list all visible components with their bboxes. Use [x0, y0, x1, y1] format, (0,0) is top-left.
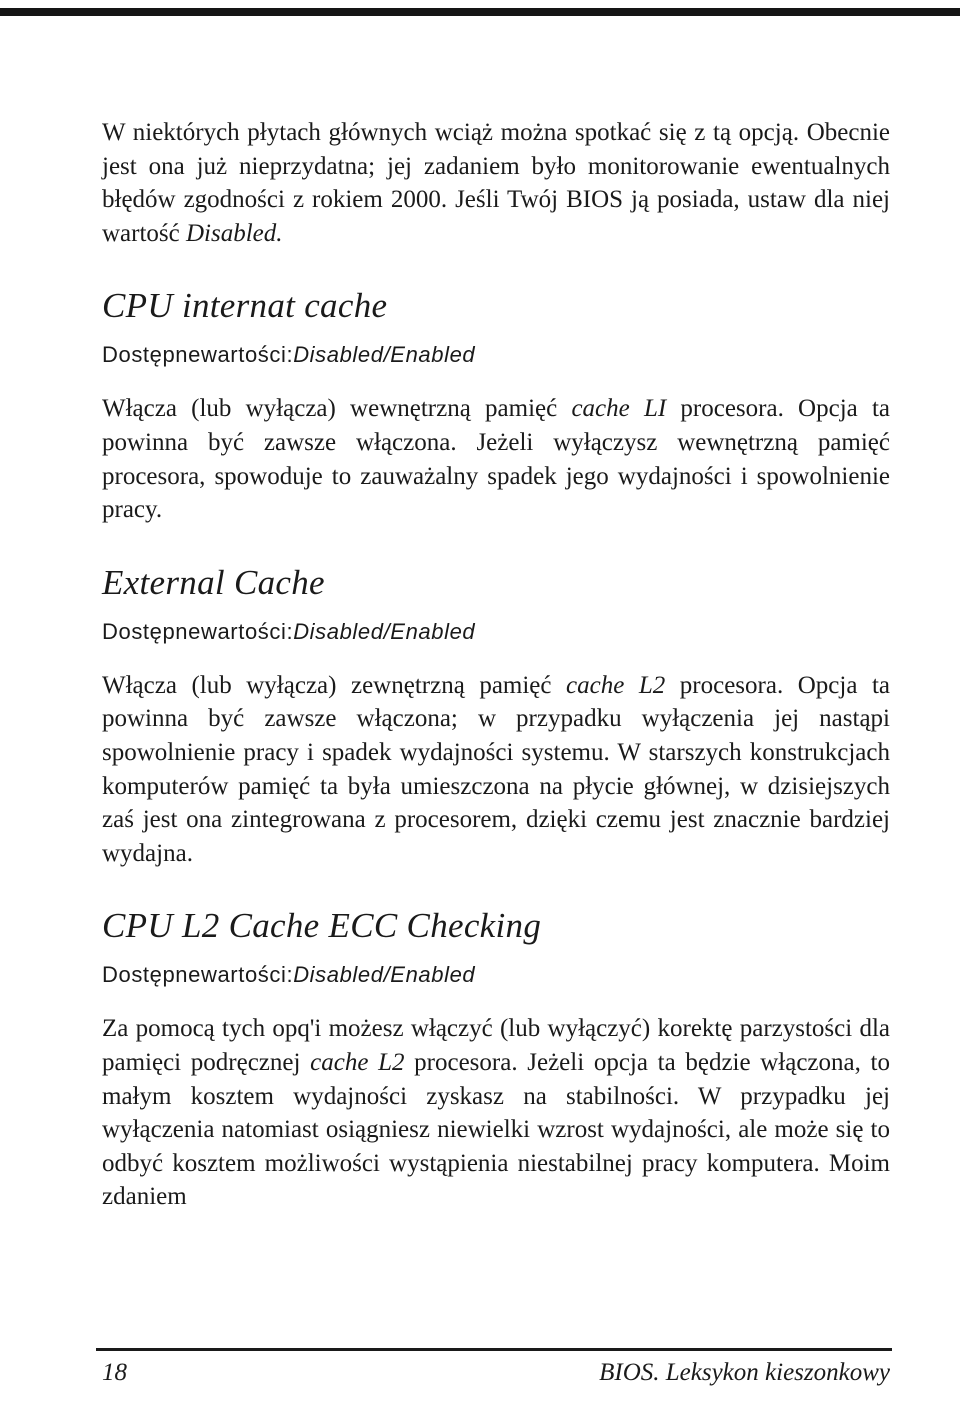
available-values-value: Disabled/Enabled: [293, 962, 476, 988]
section-heading: CPU L2 Cache ECC Checking: [102, 906, 542, 946]
body-term: cache LI: [571, 395, 667, 423]
running-footer-title: BIOS. Leksykon kieszonkowy: [599, 1359, 890, 1386]
intro-paragraph: [102, 116, 890, 250]
section-cpu-l2-cache-ecc: [102, 904, 890, 1214]
section-body: [102, 1012, 890, 1214]
available-values: [102, 960, 890, 990]
intro-text: W niektórych płytach głównych wciąż można spotkać się z tą opcją. Obecnie jest ona już nieprzydatna; jej zadaniem było monitorowanie ewentualnych błędów zgodności z rokiem 2000. Jeśli Twój BIOS ją posiada, ustaw dla niej wartość: [102, 119, 890, 247]
available-values-label: Dostępnewartości:: [102, 962, 294, 988]
body-text: Włącza (lub wyłącza) wewnętrzną pamięć: [102, 395, 572, 423]
available-values: [102, 340, 890, 370]
page-number: 18: [102, 1359, 127, 1386]
top-rule: [0, 8, 960, 16]
section-body: [102, 392, 890, 526]
page-content: [102, 116, 890, 1214]
body-term: cache L2: [566, 671, 666, 699]
available-values-label: Dostępnewartości:: [102, 342, 294, 368]
body-text: procesora. Opcja ta powinna być zawsze włączona; w przypadku wyłączenia jej nastąpi spowolnienie pracy i spadek wydajności systemu. W starszych konstrukcjach komputerów pamięć ta była umieszczona na płycie głównej, w dzisiejszych zaś jest ona zintegrowana z procesorem, dzięki czemu jest znacznie bardziej wydajna.: [102, 671, 890, 867]
available-values-label: Dostępnewartości:: [102, 618, 294, 644]
body-term: cache L2: [310, 1048, 405, 1076]
section-external-cache: [102, 561, 890, 871]
section-body: [102, 669, 890, 871]
available-values-value: Disabled/Enabled: [293, 618, 476, 644]
available-values: [102, 617, 890, 647]
section-heading: CPU internat cache: [102, 286, 388, 326]
footer-rule: [96, 1348, 892, 1351]
section-cpu-internal-cache: [102, 284, 890, 526]
available-values-value: Disabled/Enabled: [293, 342, 476, 368]
section-heading: External Cache: [102, 562, 325, 602]
body-text: procesora. Opcja ta powinna być zawsze włączona. Jeżeli wyłączysz wewnętrzną pamięć procesora, spowoduje to zauważalny spadek jego wydajności i spowolnienie pracy.: [102, 395, 890, 524]
body-text: Za pomocą tych opq'i możesz włączyć (lub wyłączyć) korektę parzystości dla pamięci podręcznej: [102, 1015, 890, 1076]
intro-value: Disabled.: [186, 219, 283, 247]
body-text: procesora. Jeżeli opcja ta będzie włączona, to małym kosztem wydajności zyskasz na stabilności. W przypadku jej wyłączenia natomiast osiągniesz niewielki wzrost wydajności, ale może się to odbyć kosztem możliwości wystąpienia niestabilnej pracy komputera. Moim zdaniem: [102, 1048, 890, 1211]
body-text: Włącza (lub wyłącza) zewnętrzną pamięć: [102, 671, 567, 699]
